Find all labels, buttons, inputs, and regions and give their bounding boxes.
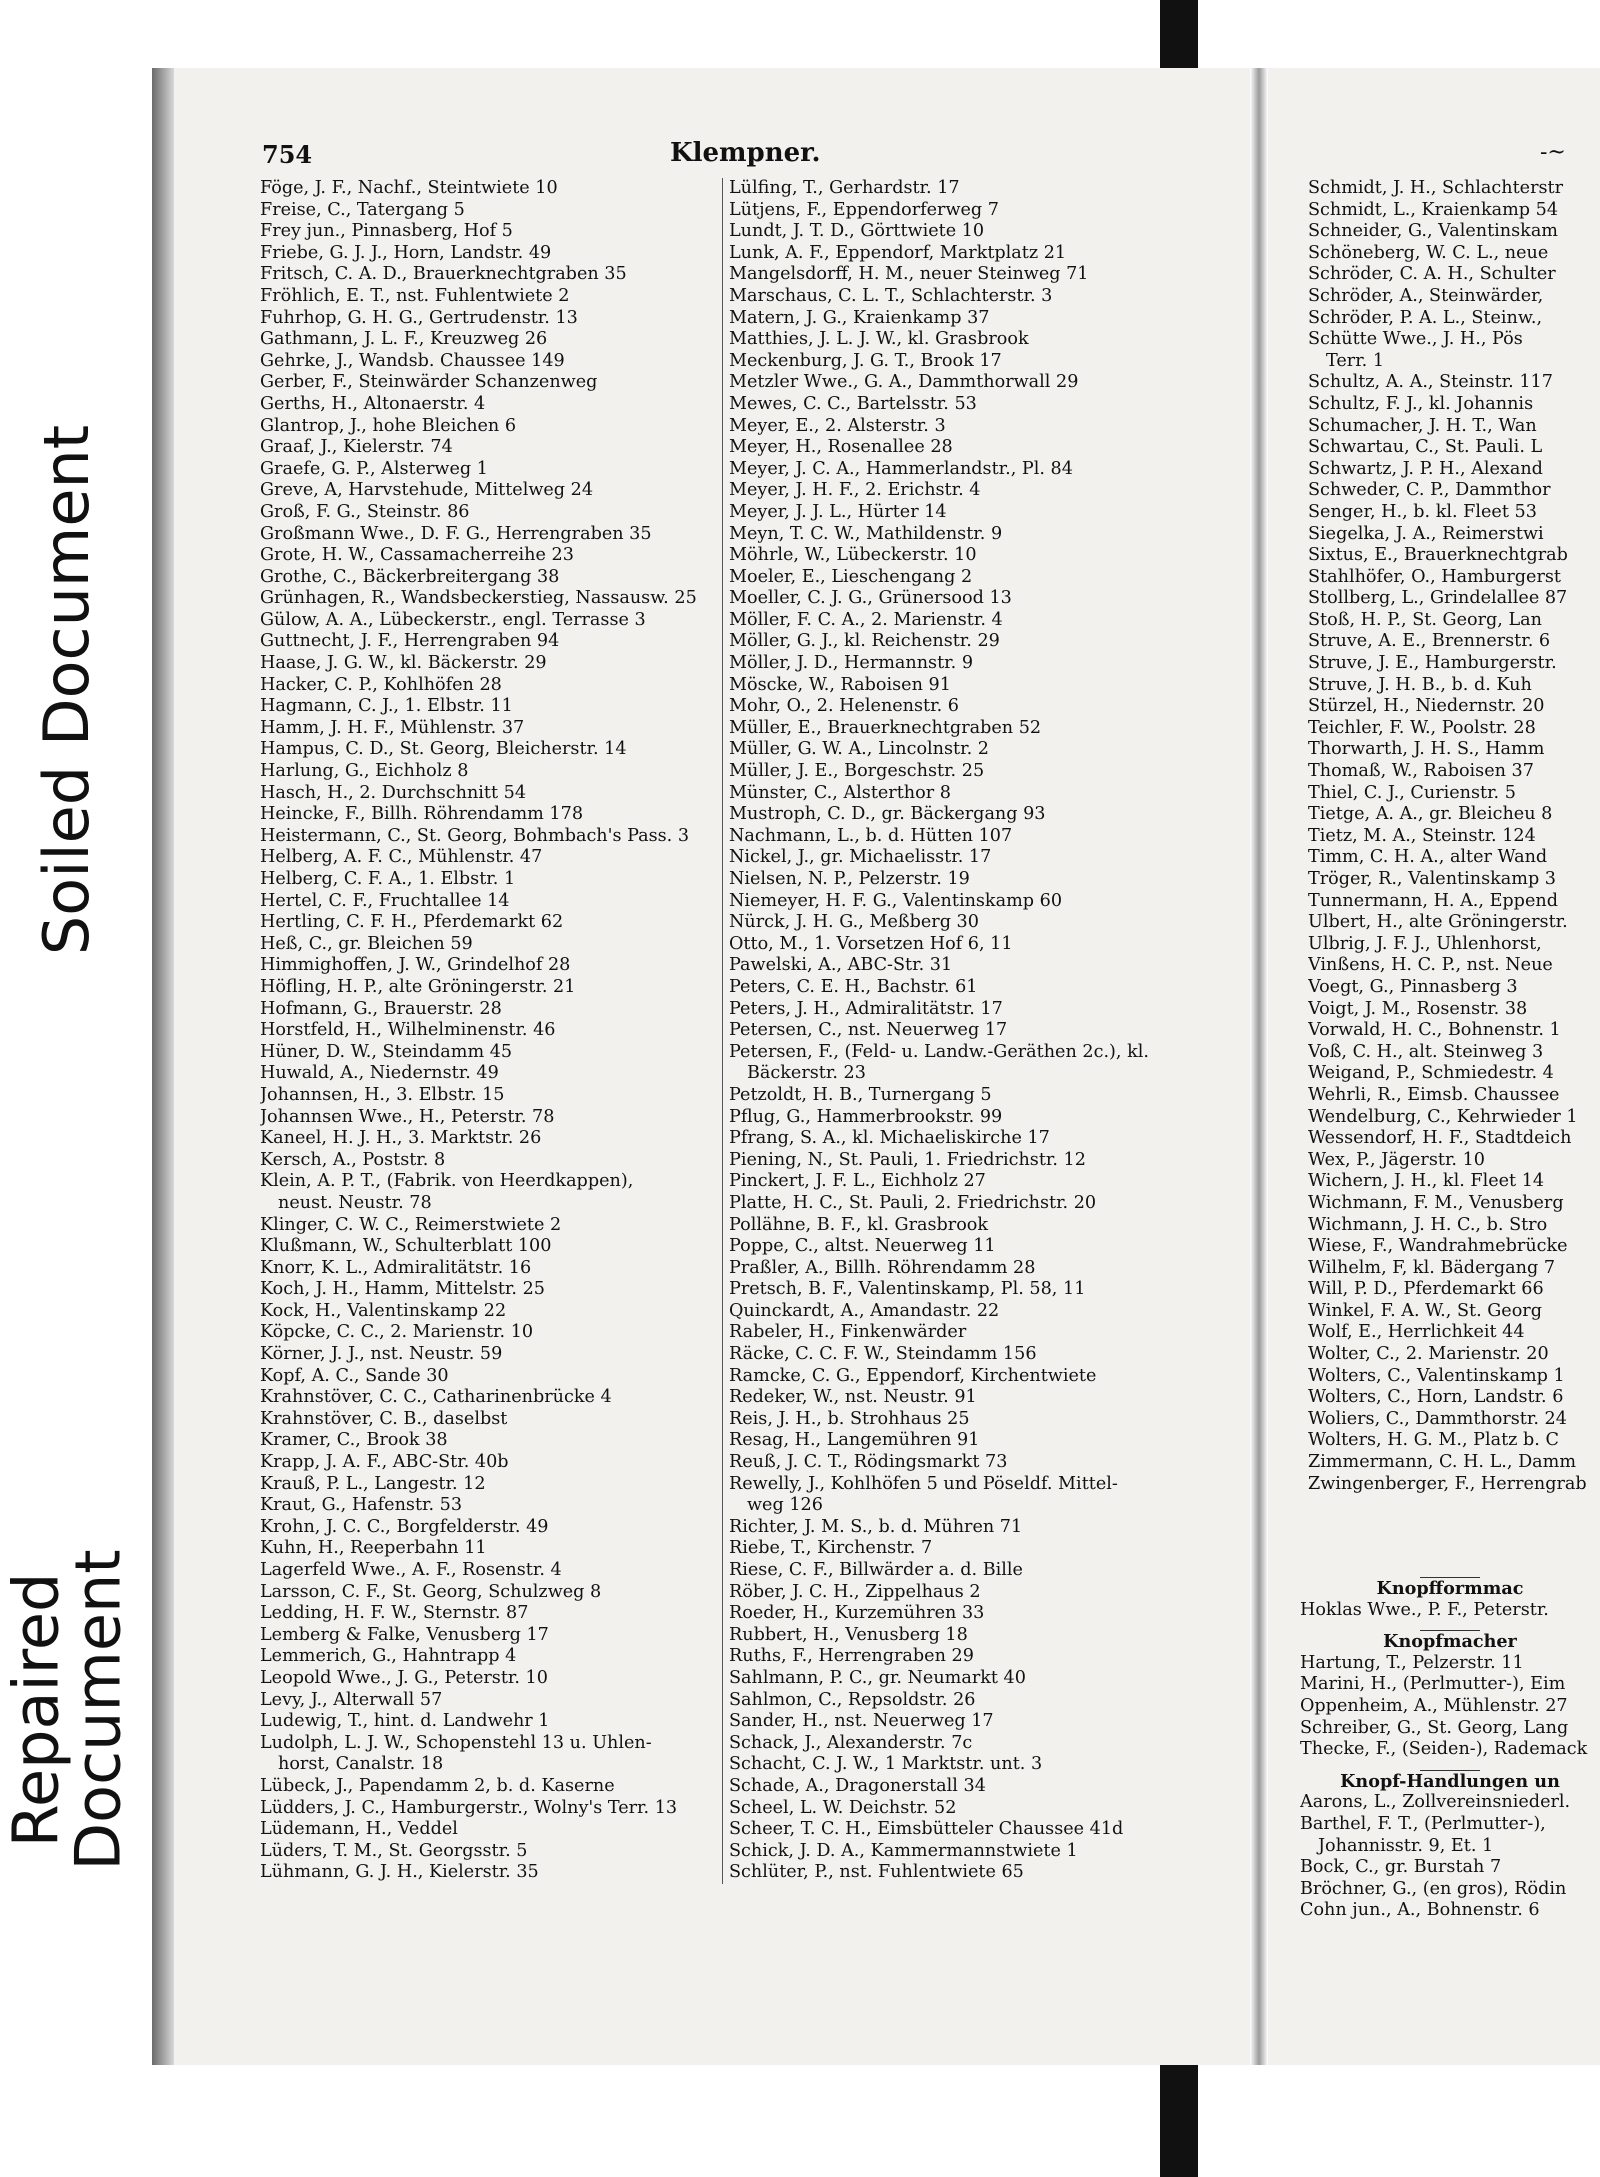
directory-entry: Ulbert, H., alte Gröningerstr. [1308,912,1568,933]
directory-sections-right [1300,1568,1600,1922]
directory-entry: Krapp, J. A. F., ABC-Str. 40b [260,1452,509,1473]
directory-entry: Rabeler, H., Finkenwärder [729,1322,967,1343]
soiled-document-label [0,230,135,1150]
directory-entry: Meyer, J. C. A., Hammerlandstr., Pl. 84 [729,458,1073,479]
directory-entry: Stürzel, H., Niedernstr. 20 [1308,696,1545,717]
directory-entry: Schwartau, C., St. Pauli. L [1308,437,1543,458]
directory-entry: Groß, F. G., Steinstr. 86 [260,501,470,522]
directory-entry: Hüner, D. W., Steindamm 45 [260,1041,513,1062]
directory-entry: Siegelka, J. A., Reimerstwi [1308,523,1544,544]
directory-entry: Matthies, J. L. J. W., kl. Grasbrook [729,329,1029,350]
directory-entry: Schack, J., Alexanderstr. 7c [729,1732,973,1753]
directory-entry: Helberg, C. F. A., 1. Elbstr. 1 [260,869,516,889]
directory-entry: Friebe, G. J. J., Horn, Landstr. 49 [260,242,552,263]
directory-entry: Lüdemann, H., Veddel [260,1819,458,1840]
directory-entry: Mangelsdorff, H. M., neuer Steinweg 71 [729,264,1089,285]
directory-entry: Wolters, C., Valentinskamp 1 [1308,1365,1565,1386]
directory-entry: Gerths, H., Altonaerstr. 4 [260,393,486,414]
directory-entry: Marschaus, C. L. T., Schlachterstr. 3 [729,285,1053,306]
directory-entry: Gülow, A. A., Lübeckerstr., engl. Terrasse 3 [260,609,646,630]
directory-entry: Graefe, G. P., Alsterweg 1 [260,458,488,479]
directory-entry: Müller, J. E., Borgeschstr. 25 [729,761,985,782]
directory-entry: Terr. 1 [1326,350,1385,371]
directory-entry: Tietge, A. A., gr. Bleicheu 8 [1308,804,1553,825]
directory-entry: Moeler, E., Lieschengang 2 [729,566,973,587]
directory-entry: Wex, P., Jägerstr. 10 [1308,1149,1485,1170]
directory-entry: Kuhn, H., Reeperbahn 11 [260,1538,487,1559]
directory-entry: Cohn jun., A., Bohnenstr. 6 [1300,1900,1540,1921]
directory-entry: Krohn, J. C. C., Borgfelderstr. 49 [260,1516,549,1537]
directory-entry: Stollberg, L., Grindelallee 87 [1308,588,1568,609]
directory-entry: Roeder, H., Kurzemühren 33 [729,1603,985,1624]
directory-entry: Metzler Wwe., G. A., Dammthorwall 29 [729,372,1079,393]
directory-entry: Wiese, F., Wandrahmebrücke [1308,1236,1568,1257]
directory-entry: Müller, G. W. A., Lincolnstr. 2 [729,739,989,760]
directory-entry: Heß, C., gr. Bleichen 59 [260,933,473,954]
directory-entry: Meyn, T. C. W., Mathildenstr. 9 [729,523,1003,544]
directory-entry: Röber, J. C. H., Zippelhaus 2 [729,1581,981,1602]
page-binding-edge [152,68,174,2065]
directory-entry: Wichmann, F. M., Venusberg [1308,1192,1564,1213]
directory-entry: Struve, J. E., Hamburgerstr. [1308,653,1557,674]
directory-entry: Teichler, F. W., Poolstr. 28 [1308,717,1536,738]
directory-entry: Johannisstr. 9, Et. 1 [1318,1835,1494,1856]
directory-entry: Quinckardt, A., Amandastr. 22 [729,1300,1000,1321]
directory-entry: Wolters, C., Horn, Landstr. 6 [1308,1387,1564,1408]
directory-entry: Johannsen, H., 3. Elbstr. 15 [260,1084,505,1105]
directory-entry: Voß, C. H., alt. Steinweg 3 [1308,1041,1544,1062]
directory-entry: Nielsen, N. P., Pelzerstr. 19 [729,869,970,889]
directory-entry: Münster, C., Alsterthor 8 [729,782,951,803]
directory-entry: Moeller, C. J. G., Grünersood 13 [729,588,1012,609]
directory-entry: Thecke, F., (Seiden-), Rademack [1300,1739,1588,1760]
directory-entry: Klußmann, W., Schulterblatt 100 [260,1236,552,1257]
repaired-document-text [0,1549,135,1871]
directory-entry: Voegt, G., Pinnasberg 3 [1308,976,1518,997]
scan-edge-tab-top [1160,0,1198,68]
section-heading: Knopfmacher [1383,1631,1517,1653]
directory-entry: Glantrop, J., hohe Bleichen 6 [260,415,517,436]
directory-entry: Fröhlich, E. T., nst. Fuhlentwiete 2 [260,285,570,306]
directory-entry: Grote, H. W., Cassamacherreihe 23 [260,545,574,566]
directory-entry: Woliers, C., Dammthorstr. 24 [1308,1408,1567,1429]
directory-entry: Meckenburg, J. G. T., Brook 17 [729,350,1002,371]
directory-entry: Winkel, F. A. W., St. Georg [1308,1300,1542,1321]
directory-entry: Barthel, F. T., (Perlmutter-), [1300,1813,1546,1834]
directory-entry: Tunnermann, H. A., Eppend [1308,890,1558,911]
repaired-line-2: Document [61,1549,135,1871]
directory-entry: Helberg, A. F. C., Mühlenstr. 47 [260,847,543,868]
directory-entry: Pflug, G., Hammerbrookstr. 99 [729,1106,1003,1127]
directory-entry: Schmidt, L., Kraienkamp 54 [1308,199,1559,220]
directory-entry: Peters, J. H., Admiralitätstr. 17 [729,998,1003,1019]
directory-entry: Kersch, A., Poststr. 8 [260,1149,446,1170]
directory-entry: horst, Canalstr. 18 [278,1754,444,1775]
directory-column-left [260,178,715,1884]
directory-entry: Schade, A., Dragonerstall 34 [729,1775,986,1796]
directory-entry: Körner, J. J., nst. Neustr. 59 [260,1344,503,1365]
directory-entry: Petersen, F., (Feld- u. Landw.-Geräthen 2c.), kl. [729,1041,1149,1062]
directory-entry: Praßler, A., Billh. Röhrendamm 28 [729,1257,1036,1278]
directory-entry: Ludolph, L. J. W., Schopenstehl 13 u. Uhlen- [260,1732,652,1753]
directory-entry: Huwald, A., Niedernstr. 49 [260,1063,499,1084]
directory-entry: Haase, J. G. W., kl. Bäckerstr. 29 [260,653,547,674]
directory-entry: Schacht, C. J. W., 1 Marktstr. unt. 3 [729,1754,1043,1775]
directory-entry: Schweder, C. P., Dammthor [1308,480,1551,501]
directory-entry: Schütte Wwe., J. H., Pös [1308,329,1523,350]
directory-entry: Lemberg & Falke, Venusberg 17 [260,1624,549,1645]
directory-entry: Ulbrig, J. F. J., Uhlenhorst, [1308,933,1542,954]
directory-entry: Mustroph, C. D., gr. Bäckergang 93 [729,804,1046,825]
directory-entry: Pretsch, B. F., Valentinskamp, Pl. 58, 11 [729,1279,1086,1300]
directory-entry: Großmann Wwe., D. F. G., Herrengraben 35 [260,523,652,544]
directory-entry: Lüdders, J. C., Hamburgerstr., Wolny's Terr. 13 [260,1797,678,1818]
directory-entry: Lundt, J. T. D., Görttwiete 10 [729,221,985,242]
directory-entry: Wilhelm, F, kl. Bädergang 7 [1308,1257,1556,1278]
directory-entry: Timm, C. H. A., alter Wand [1308,847,1548,868]
directory-entry: Johannsen Wwe., H., Peterstr. 78 [260,1106,555,1127]
directory-entry: Möller, G. J., kl. Reichenstr. 29 [729,631,1000,652]
directory-entry: Vinßens, H. C. P., nst. Neue [1308,955,1553,976]
directory-entry: Nickel, J., gr. Michaelisstr. 17 [729,847,992,868]
directory-entry: Schumacher, J. H. T., Wan [1308,415,1537,436]
directory-column-middle [722,178,1199,1884]
directory-entry: Schlüter, P., nst. Fuhlentwiete 65 [729,1862,1024,1883]
directory-entry: Resag, H., Langemühren 91 [729,1430,980,1451]
directory-entry: Sahlmann, P. C., gr. Neumarkt 40 [729,1667,1026,1688]
directory-entry: Lütjens, F., Eppendorferweg 7 [729,199,999,220]
directory-entry: Struve, J. H. B., b. d. Kuh [1308,674,1532,695]
directory-entry: Hasch, H., 2. Durchschnitt 54 [260,782,527,803]
directory-entry: Aarons, L., Zollvereinsniederl. [1300,1792,1571,1813]
directory-entry: Guttnecht, J. F., Herrengraben 94 [260,631,560,652]
directory-entry: Bröchner, G., (en gros), Rödin [1300,1878,1567,1899]
directory-entry: Marini, H., (Perlmutter-), Eim [1300,1674,1566,1695]
directory-entry: Schwartz, J. P. H., Alexand [1308,458,1543,479]
directory-entry: Senger, H., b. kl. Fleet 53 [1308,501,1537,522]
section-heading: Knopf-Handlungen un [1340,1770,1560,1792]
directory-entry: Peters, C. E. H., Bachstr. 61 [729,976,978,997]
directory-entry: Schreiber, G., St. Georg, Lang [1300,1717,1569,1738]
soiled-document-text: Soiled Document [30,424,104,956]
directory-entry: Redeker, W., nst. Neustr. 91 [729,1387,977,1408]
directory-entry: Hertling, C. F. H., Pferdemarkt 62 [260,912,564,933]
directory-entry: Graaf, J., Kielerstr. 74 [260,437,453,458]
directory-entry: Will, P. D., Pferdemarkt 66 [1308,1279,1544,1300]
directory-entry: Reuß, J. C. T., Rödingsmarkt 73 [729,1452,1008,1473]
directory-entry: Schick, J. D. A., Kammermannstwiete 1 [729,1840,1078,1861]
directory-entry: Hartung, T., Pelzerstr. 11 [1300,1652,1524,1673]
directory-entry: Ramcke, C. G., Eppendorf, Kirchentwiete [729,1365,1097,1386]
directory-entry: Möller, F. C. A., 2. Marienstr. 4 [729,609,1003,630]
directory-entry: Meyer, J. H. F., 2. Erichstr. 4 [729,480,981,501]
page-number: 754 [262,140,313,169]
directory-entry: Möller, J. D., Hermannstr. 9 [729,653,974,674]
directory-entry: Mewes, C. C., Bartelsstr. 53 [729,393,977,414]
directory-entry: Höfling, H. P., alte Gröningerstr. 21 [260,976,576,997]
directory-entry: Platte, H. C., St. Pauli, 2. Friedrichstr. 20 [729,1192,1097,1213]
directory-column-right [1308,178,1600,1495]
directory-entry: Zwingenberger, F., Herrengrab [1308,1473,1587,1494]
directory-entry: Bäckerstr. 23 [747,1063,866,1084]
directory-entry: Meyer, E., 2. Alsterstr. 3 [729,415,946,436]
directory-entry: Lagerfeld Wwe., A. F., Rosenstr. 4 [260,1560,562,1580]
directory-entry: Zimmermann, C. H. L., Damm [1308,1452,1577,1473]
directory-entry: Bock, C., gr. Burstah 7 [1300,1857,1502,1878]
directory-entry: Harlung, G., Eichholz 8 [260,761,469,782]
directory-entry: Lübeck, J., Papendamm 2, b. d. Kaserne [260,1775,615,1796]
directory-entry: Sixtus, E., Brauerknechtgrab [1308,545,1568,566]
directory-entry: Horstfeld, H., Wilhelminenstr. 46 [260,1020,556,1041]
directory-entry: Föge, J. F., Nachf., Steintwiete 10 [260,178,558,198]
directory-entry: Grothe, C., Bäckerbreitergang 38 [260,566,560,587]
directory-entry: Kock, H., Valentinskamp 22 [260,1300,507,1321]
directory-entry: Petzoldt, H. B., Turnergang 5 [729,1084,992,1105]
directory-entry: Schultz, A. A., Steinstr. 117 [1308,372,1553,393]
directory-entry: Lunk, A. F., Eppendorf, Marktplatz 21 [729,242,1067,263]
directory-entry: Müller, E., Brauerknechtgraben 52 [729,717,1042,738]
directory-entry: Nachmann, L., b. d. Hütten 107 [729,825,1013,846]
directory-entry: Ludewig, T., hint. d. Landwehr 1 [260,1711,550,1732]
directory-entry: Tröger, R., Valentinskamp 3 [1308,869,1556,889]
directory-entry: Wichmann, J. H. C., b. Stro [1308,1214,1548,1235]
directory-entry: Wendelburg, C., Kehrwieder 1 [1308,1106,1578,1127]
directory-entry: Wolf, E., Herrlichkeit 44 [1308,1322,1525,1343]
directory-entry: Gerber, F., Steinwärder Schanzenweg [260,372,598,393]
directory-entry: Wolter, C., 2. Marienstr. 20 [1308,1344,1549,1365]
directory-entry: Krahnstöver, C. B., daselbst [260,1408,508,1429]
directory-entry: Wolters, H. G. M., Platz b. C [1308,1430,1559,1451]
directory-entry: Räcke, C. C. F. W., Steindamm 156 [729,1344,1037,1365]
directory-entry: Pinckert, J. F. L., Eichholz 27 [729,1171,986,1192]
directory-entry: Stahlhöfer, O., Hamburgerst [1308,566,1561,587]
directory-entry: Hertel, C. F., Fruchtallee 14 [260,890,510,911]
directory-entry: Lülfing, T., Gerhardstr. 17 [729,178,960,198]
directory-entry: Frey jun., Pinnasberg, Hof 5 [260,221,513,242]
directory-entry: Hagmann, C. J., 1. Elbstr. 11 [260,696,513,717]
directory-entry: Schultz, F. J., kl. Johannis [1308,393,1534,414]
directory-entry: Greve, A, Harvstehude, Mittelweg 24 [260,480,594,501]
page-title: Klempner. [670,138,821,168]
directory-entry: Kaneel, H. J. H., 3. Marktstr. 26 [260,1128,542,1149]
repaired-line-1: Repaired [0,1572,73,1848]
directory-entry: Richter, J. M. S., b. d. Mühren 71 [729,1516,1023,1537]
directory-entry: Meyer, J. J. L., Hürter 14 [729,501,947,522]
page-gutter [1250,68,1268,2065]
directory-entry: Niemeyer, H. F. G., Valentinskamp 60 [729,890,1063,911]
directory-entry: Koch, J. H., Hamm, Mittelstr. 25 [260,1279,545,1300]
directory-entry: Levy, J., Alterwall 57 [260,1689,443,1710]
directory-entry: Lüders, T. M., St. Georgsstr. 5 [260,1840,528,1861]
directory-entry: Krauß, P. L., Langestr. 12 [260,1473,486,1494]
directory-entry: Reis, J. H., b. Strohhaus 25 [729,1408,970,1429]
scan-edge-tab-bottom [1160,2065,1198,2177]
directory-entry: Klinger, C. W. C., Reimerstwiete 2 [260,1214,562,1235]
directory-entry: Himmighoffen, J. W., Grindelhof 28 [260,955,571,976]
directory-entry: Vorwald, H. C., Bohnenstr. 1 [1308,1020,1561,1041]
directory-entry: Heincke, F., Billh. Röhrendamm 178 [260,804,584,825]
directory-entry: Leopold Wwe., J. G., Peterstr. 10 [260,1667,548,1688]
directory-entry: Wehrli, R., Eimsb. Chaussee [1308,1084,1560,1105]
directory-entry: Freise, C., Tatergang 5 [260,199,465,220]
directory-entry: Scheel, L. W. Deichstr. 52 [729,1797,957,1818]
directory-entry: Weigand, P., Schmiedestr. 4 [1308,1063,1554,1084]
directory-entry: Schröder, C. A. H., Schulter [1308,264,1556,285]
directory-entry: Petersen, C., nst. Neuerweg 17 [729,1020,1008,1041]
directory-entry: Schröder, P. A. L., Steinw., [1308,307,1543,328]
directory-entry: Piening, N., St. Pauli, 1. Friedrichstr. 12 [729,1149,1086,1170]
directory-entry: Sahlmon, C., Repsoldstr. 26 [729,1689,976,1710]
directory-entry: Hampus, C. D., St. Georg, Bleicherstr. 14 [260,739,627,760]
directory-entry: Riebe, T., Kirchenstr. 7 [729,1538,933,1559]
directory-entry: Pollähne, B. F., kl. Grasbrook [729,1214,989,1235]
directory-entry: Oppenheim, A., Mühlenstr. 27 [1300,1695,1568,1716]
directory-entry: Klein, A. P. T., (Fabrik. von Heerdkappen), [260,1171,634,1192]
directory-entry: Möscke, W., Raboisen 91 [729,674,951,695]
directory-entry: Rewelly, J., Kohlhöfen 5 und Pöseldf. Mittel- [729,1473,1118,1494]
directory-entry: Kraut, G., Hafenstr. 53 [260,1495,463,1516]
directory-entry: Wichern, J. H., kl. Fleet 14 [1308,1171,1545,1192]
directory-entry: Poppe, C., altst. Neuerweg 11 [729,1236,996,1257]
directory-entry: Larsson, C. F., St. Georg, Schulzweg 8 [260,1581,602,1602]
directory-entry: Schöneberg, W. C. L., neue [1308,242,1549,263]
directory-entry: Matern, J. G., Kraienkamp 37 [729,307,990,328]
directory-entry: Ledding, H. F. W., Sternstr. 87 [260,1603,529,1624]
directory-entry: Thiel, C. J., Curienstr. 5 [1308,782,1516,803]
directory-entry: Kramer, C., Brook 38 [260,1430,448,1451]
directory-entry: Pawelski, A., ABC-Str. 31 [729,955,953,976]
directory-entry: Kopf, A. C., Sande 30 [260,1365,449,1386]
directory-entry: Fuhrhop, G. H. G., Gertrudenstr. 13 [260,307,578,328]
corner-mark: -~ [1540,140,1566,165]
directory-entry: Schmidt, J. H., Schlachterstr [1308,178,1563,198]
repaired-document-label [0,1450,135,1970]
directory-entry: neust. Neustr. 78 [278,1192,432,1213]
directory-entry: Wessendorf, H. F., Stadtdeich [1308,1128,1572,1149]
directory-entry: Pfrang, S. A., kl. Michaeliskirche 17 [729,1128,1050,1149]
directory-entry: Möhrle, W., Lübeckerstr. 10 [729,545,977,566]
directory-entry: Meyer, H., Rosenallee 28 [729,437,953,458]
section-heading: Knopfformmac [1376,1578,1524,1599]
directory-entry: Hoklas Wwe., P. F., Peterstr. [1300,1599,1549,1620]
directory-entry: Fritsch, C. A. D., Brauerknechtgraben 35 [260,264,627,285]
directory-entry: Krahnstöver, C. C., Catharinenbrücke 4 [260,1387,612,1408]
directory-entry: Thomaß, W., Raboisen 37 [1308,761,1534,782]
directory-entry: Hofmann, G., Brauerstr. 28 [260,998,502,1019]
directory-entry: Otto, M., 1. Vorsetzen Hof 6, 11 [729,933,1013,954]
directory-entry: Hacker, C. P., Kohlhöfen 28 [260,674,502,695]
directory-entry: Sander, H., nst. Neuerweg 17 [729,1711,994,1732]
directory-entry: Nürck, J. H. G., Meßberg 30 [729,912,979,933]
directory-entry: Struve, A. E., Brennerstr. 6 [1308,631,1551,652]
directory-entry: Grünhagen, R., Wandsbeckerstieg, Nassausw. 25 [260,588,697,609]
directory-entry: Scheer, T. C. H., Eimsbütteler Chaussee 41d [729,1819,1124,1840]
directory-entry: weg 126 [747,1495,823,1516]
directory-entry: Stoß, H. P., St. Georg, Lan [1308,609,1542,630]
directory-entry: Ruths, F., Herrengraben 29 [729,1646,974,1667]
directory-entry: Heistermann, C., St. Georg, Bohmbach's Pass. 3 [260,825,690,846]
directory-entry: Lemmerich, G., Hahntrapp 4 [260,1646,517,1667]
directory-entry: Lühmann, G. J. H., Kielerstr. 35 [260,1862,539,1883]
directory-entry: Mohr, O., 2. Helenenstr. 6 [729,696,959,717]
directory-entry: Thorwarth, J. H. S., Hamm [1308,739,1545,760]
directory-entry: Köpcke, C. C., 2. Marienstr. 10 [260,1322,534,1343]
directory-entry: Tietz, M. A., Steinstr. 124 [1308,825,1536,846]
directory-entry: Schröder, A., Steinwärder, [1308,285,1544,306]
directory-entry: Hamm, J. H. F., Mühlenstr. 37 [260,717,525,738]
directory-entry: Schneider, G., Valentinskam [1308,221,1558,242]
directory-entry: Voigt, J. M., Rosenstr. 38 [1308,998,1528,1019]
directory-entry: Gehrke, J., Wandsb. Chaussee 149 [260,350,565,371]
directory-entry: Rubbert, H., Venusberg 18 [729,1624,968,1645]
directory-entry: Knorr, K. L., Admiralitätstr. 16 [260,1257,532,1278]
directory-entry: Riese, C. F., Billwärder a. d. Bille [729,1560,1023,1580]
directory-entry: Gathmann, J. L. F., Kreuzweg 26 [260,329,548,350]
